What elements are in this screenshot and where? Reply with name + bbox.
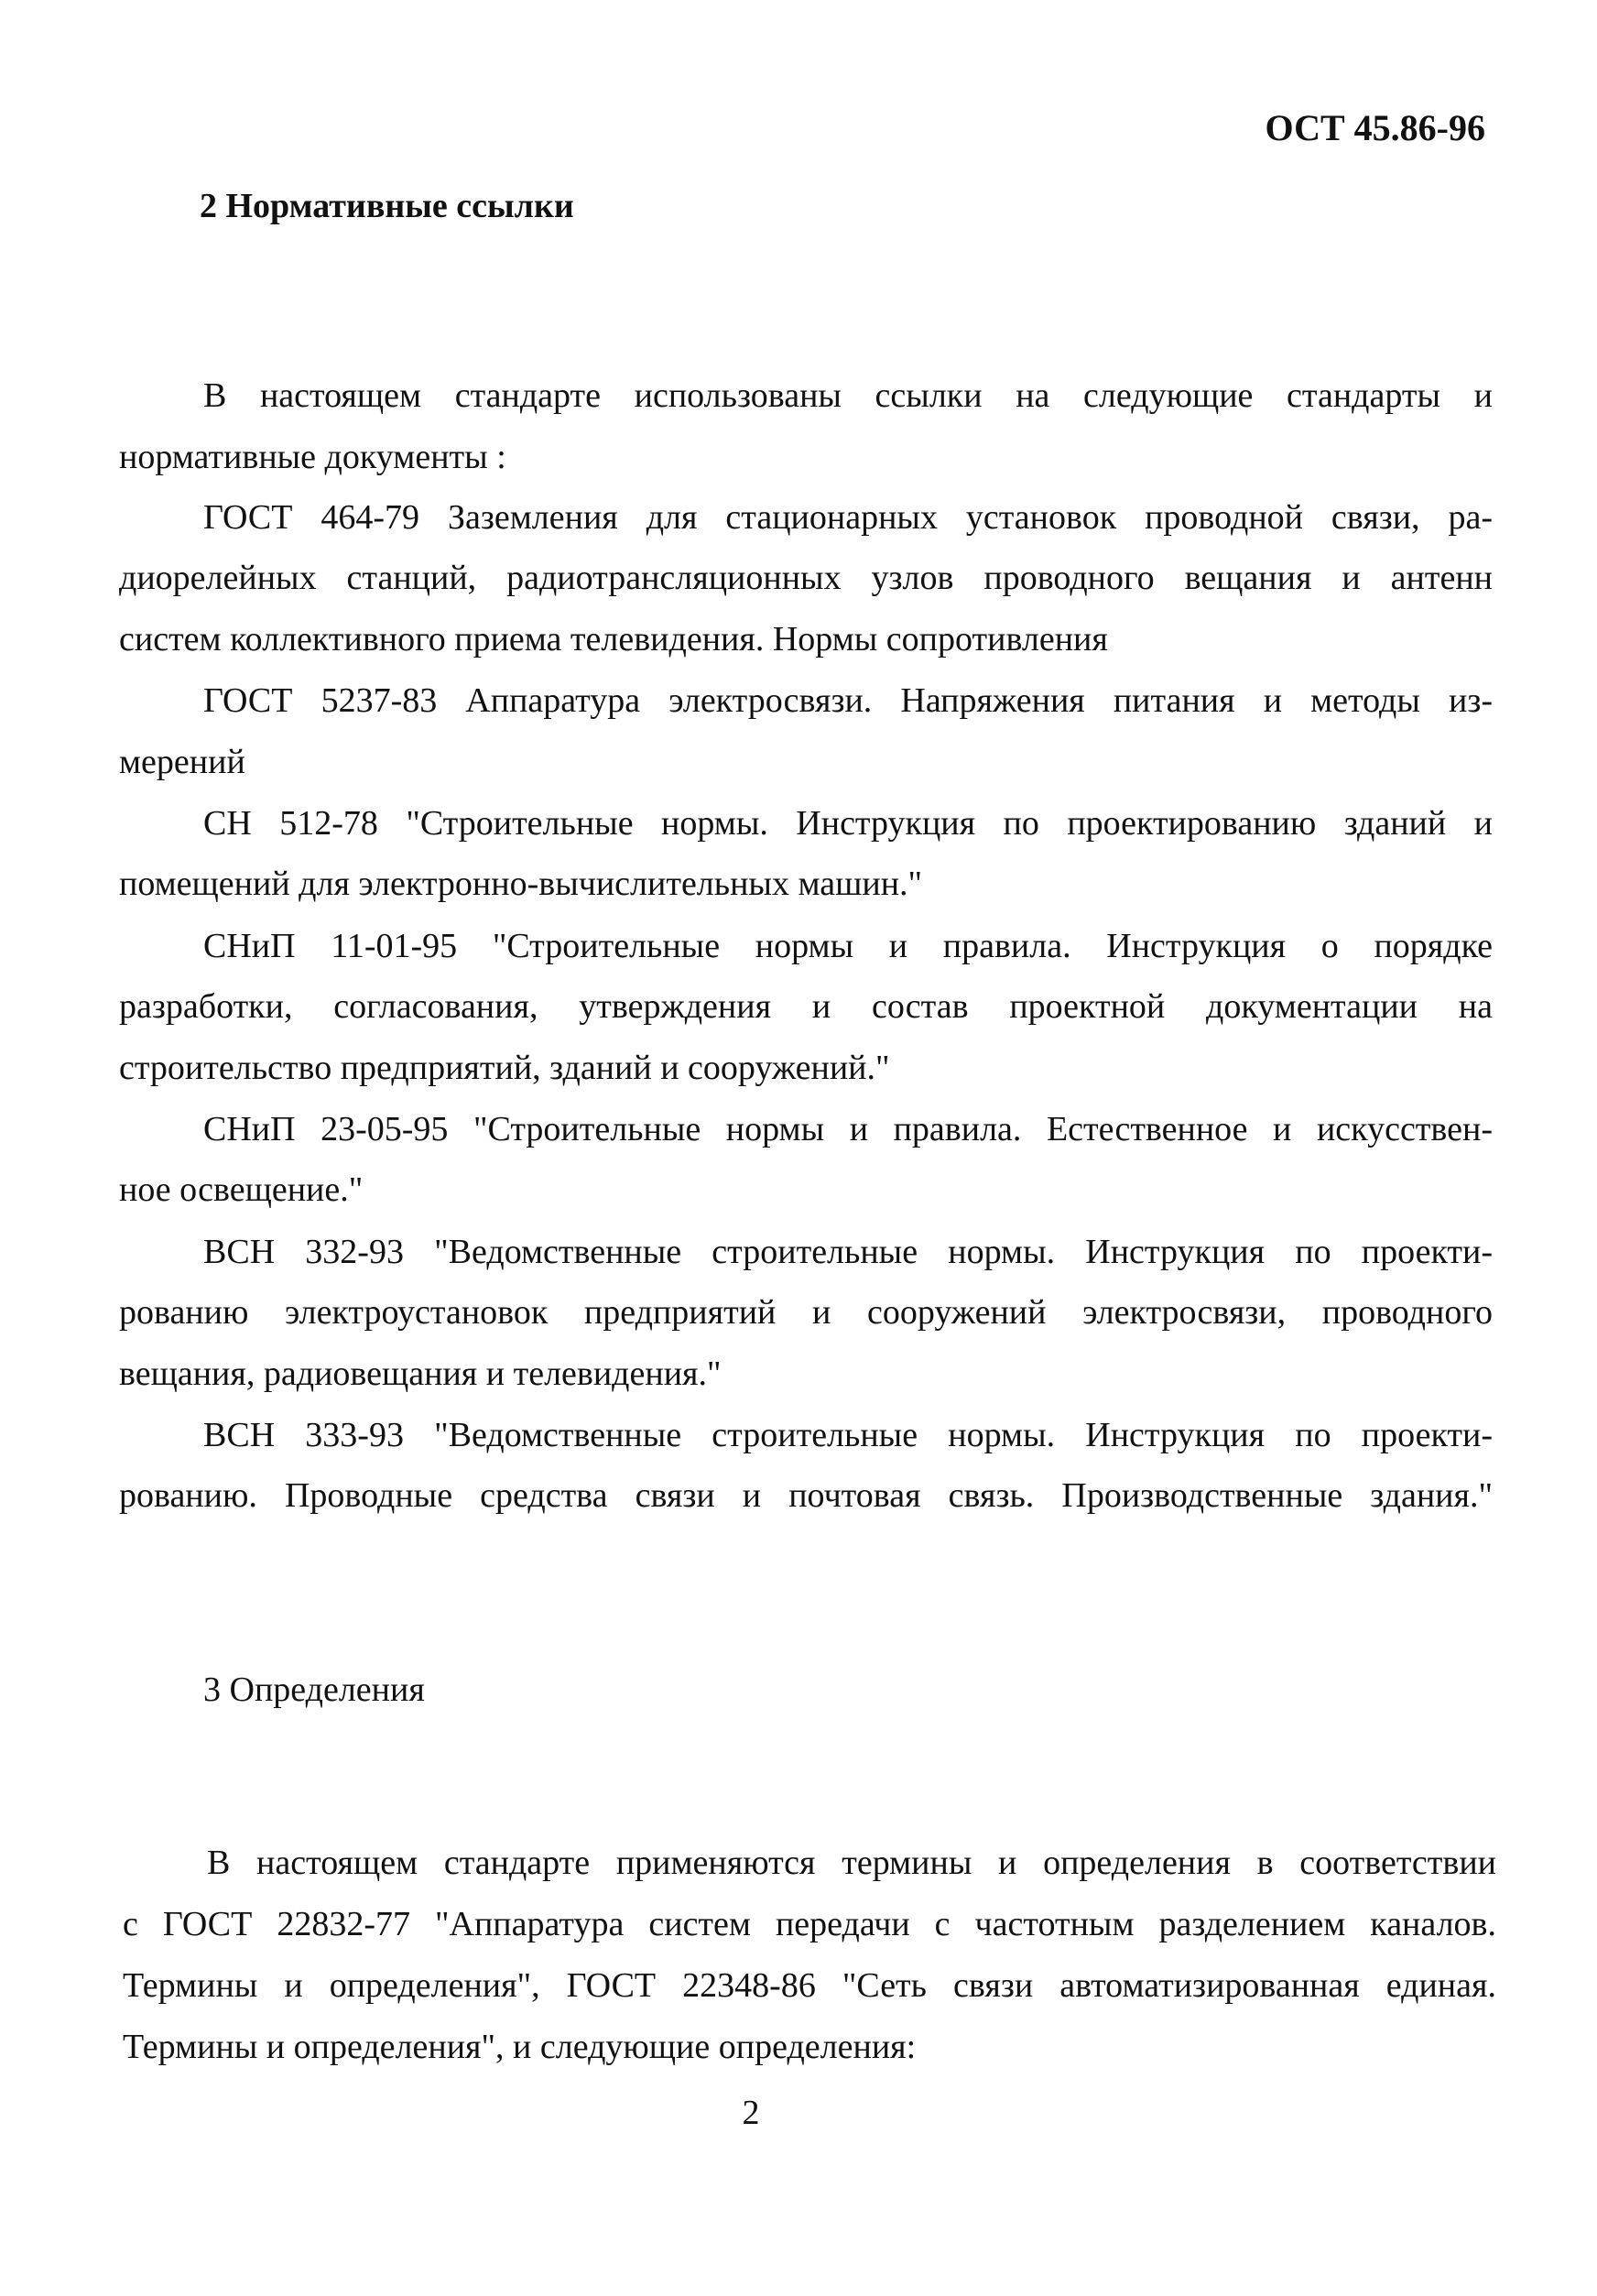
reference-line: ное освещение.": [119, 1170, 364, 1209]
section-2-heading: 2 Нормативные ссылки: [200, 187, 574, 225]
document-code: ОСТ 45.86-96: [1265, 107, 1485, 148]
reference-line: СН 512-78 "Строительные нормы. Инструкция по проектированию зданий и: [203, 804, 1493, 843]
reference-line: диорелейных станций, радиотрансляционных узлов проводного вещания и антенн: [119, 559, 1493, 597]
reference-line: разработки, согласования, утверждения и состав проектной документации на: [119, 987, 1493, 1026]
reference-line: ГОСТ 464-79 Заземления для стационарных установок проводной связи, ра-: [203, 498, 1493, 537]
intro-line: нормативные документы :: [119, 438, 506, 476]
intro-line: В настоящем стандарте использованы ссылки на следующие стандарты и: [203, 376, 1493, 415]
reference-line: мерений: [119, 743, 245, 781]
body-line: В настоящем стандарте применяются термины и определения в соответствии: [207, 1844, 1496, 1882]
page-number: 2: [742, 2094, 760, 2132]
body-line: с ГОСТ 22832-77 "Аппаратура систем передачи с частотным разделением каналов.: [123, 1905, 1496, 1943]
reference-line: СНиП 23-05-95 "Строительные нормы и правила. Естественное и искусствен-: [203, 1110, 1493, 1148]
reference-line: СНиП 11-01-95 "Строительные нормы и правила. Инструкция о порядке: [203, 927, 1493, 965]
reference-line: рованию электроустановок предприятий и сооружений электросвязи, проводного: [119, 1293, 1493, 1332]
reference-line: ВСН 333-93 "Ведомственные строительные нормы. Инструкция по проекти-: [203, 1416, 1493, 1454]
body-line: Термины и определения", ГОСТ 22348-86 "Сеть связи автоматизированная единая.: [123, 1966, 1496, 2005]
body-line: Термины и определения", и следующие определения:: [123, 2028, 917, 2066]
reference-line: систем коллективного приема телевидения. Нормы сопротивления: [119, 620, 1108, 658]
reference-line: ГОСТ 5237-83 Аппаратура электросвязи. Напряжения питания и методы из-: [203, 681, 1493, 720]
reference-line: помещений для электронно-вычислительных машин.": [119, 865, 923, 903]
reference-line: вещания, радиовещания и телевидения.": [119, 1355, 722, 1393]
reference-line: рованию. Проводные средства связи и почтовая связь. Производственные здания.": [119, 1476, 1493, 1515]
section-3-heading: 3 Определения: [203, 1670, 425, 1709]
reference-line: ВСН 332-93 "Ведомственные строительные нормы. Инструкция по проекти-: [203, 1233, 1493, 1271]
reference-line: строительство предприятий, зданий и сооружений.": [119, 1049, 890, 1087]
